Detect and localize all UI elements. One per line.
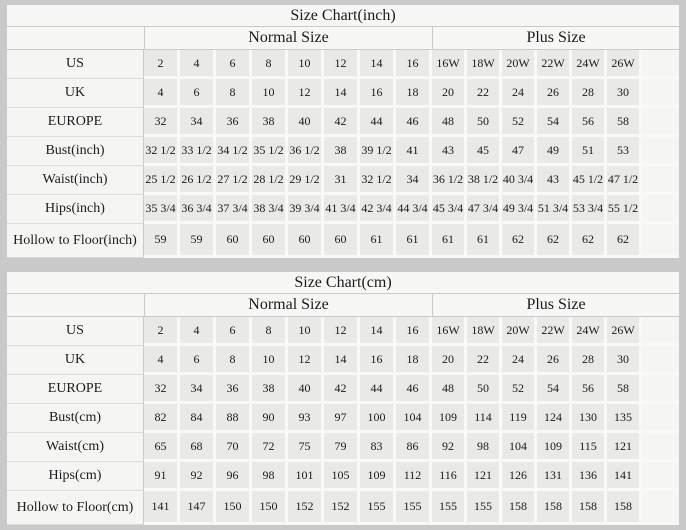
size-cell: 121 [607,433,642,462]
size-cell: 155 [360,491,396,525]
filler-cell [642,137,679,166]
size-cell: 50 [467,375,502,404]
filler-cell [642,317,679,346]
size-cell: 61 [396,224,432,258]
size-cell: 158 [502,491,537,525]
size-cell: 18 [396,79,432,108]
size-cell: 45 1/2 [572,166,607,195]
size-cell: 60 [288,224,324,258]
size-cell: 18W [467,50,502,79]
size-cell: 62 [537,224,572,258]
size-cell: 114 [467,404,502,433]
size-cell: 105 [324,462,360,491]
size-cell: 131 [537,462,572,491]
size-cell: 26W [607,317,642,346]
size-cell: 20W [502,50,537,79]
size-cell: 92 [432,433,467,462]
size-cell: 75 [288,433,324,462]
size-cell: 35 3/4 [144,195,180,224]
size-cell: 8 [216,79,252,108]
row-label: UK [7,346,144,375]
size-cell: 61 [432,224,467,258]
size-cell: 12 [324,317,360,346]
filler-cell [642,224,679,258]
size-cell: 130 [572,404,607,433]
size-cell: 34 1/2 [216,137,252,166]
size-cell: 22 [467,79,502,108]
size-cell: 4 [144,346,180,375]
size-cell: 52 [502,108,537,137]
size-cell: 32 1/2 [144,137,180,166]
size-cell: 48 [432,108,467,137]
row-label: US [7,50,144,79]
size-cell: 62 [502,224,537,258]
size-chart-inch-table [7,5,679,258]
size-cell: 100 [360,404,396,433]
size-cell: 38 3/4 [252,195,288,224]
row-label: Hollow to Floor(cm) [7,491,144,525]
size-cell: 136 [572,462,607,491]
size-cell: 47 3/4 [467,195,502,224]
size-cell: 16 [360,346,396,375]
size-cell: 115 [572,433,607,462]
size-cell: 46 [396,108,432,137]
size-cell: 90 [252,404,288,433]
size-cell: 10 [252,346,288,375]
size-cell: 12 [288,346,324,375]
size-cell: 18 [396,346,432,375]
size-cell: 41 3/4 [324,195,360,224]
size-cell: 14 [360,317,396,346]
size-cell: 47 [502,137,537,166]
size-cell: 98 [252,462,288,491]
size-cell: 58 [607,375,642,404]
size-cell: 60 [324,224,360,258]
size-cell: 36 [216,108,252,137]
size-cell: 98 [467,433,502,462]
size-cell: 158 [607,491,642,525]
size-cell: 96 [216,462,252,491]
size-cell: 16W [432,50,467,79]
size-cell: 24W [572,50,607,79]
size-cell: 135 [607,404,642,433]
size-chart-cm-table [7,272,679,525]
size-cell: 121 [467,462,502,491]
size-cell: 6 [216,50,252,79]
table-title: Size Chart(inch) [7,5,679,27]
table-row [7,224,679,258]
size-cell: 92 [180,462,216,491]
filler-cell [642,433,679,462]
size-cell: 40 3/4 [502,166,537,195]
size-cell: 45 3/4 [432,195,467,224]
size-cell: 55 1/2 [607,195,642,224]
filler-cell [642,166,679,195]
size-cell: 152 [288,491,324,525]
size-cell: 38 [252,375,288,404]
size-cell: 36 [216,375,252,404]
size-cell: 46 [396,375,432,404]
size-cell: 147 [180,491,216,525]
size-cell: 58 [607,108,642,137]
corner-cell [7,294,144,317]
size-cell: 2 [144,317,180,346]
size-cell: 45 [467,137,502,166]
size-cell: 20 [432,346,467,375]
size-cell: 62 [572,224,607,258]
size-cell: 91 [144,462,180,491]
row-label: Bust(inch) [7,137,144,166]
size-cell: 61 [360,224,396,258]
size-cell: 43 [537,166,572,195]
size-cell: 26W [607,50,642,79]
size-cell: 6 [216,317,252,346]
size-cell: 4 [180,317,216,346]
size-cell: 6 [180,346,216,375]
size-cell: 60 [216,224,252,258]
size-cell: 83 [360,433,396,462]
size-cell: 42 3/4 [360,195,396,224]
size-cell: 62 [607,224,642,258]
table-row [7,317,679,346]
size-cell: 42 [324,108,360,137]
size-cell: 39 1/2 [360,137,396,166]
row-label: US [7,317,144,346]
size-cell: 109 [360,462,396,491]
size-cell: 18W [467,317,502,346]
size-cell: 43 [432,137,467,166]
size-cell: 24W [572,317,607,346]
size-cell: 65 [144,433,180,462]
size-cell: 56 [572,375,607,404]
filler-cell [642,346,679,375]
size-cell: 37 3/4 [216,195,252,224]
size-cell: 22W [537,317,572,346]
size-cell: 53 [607,137,642,166]
size-cell: 86 [396,433,432,462]
size-cell: 10 [288,50,324,79]
size-cell: 155 [396,491,432,525]
size-cell: 8 [252,50,288,79]
size-cell: 14 [324,346,360,375]
size-cell: 32 1/2 [360,166,396,195]
size-cell: 68 [180,433,216,462]
size-cell: 26 1/2 [180,166,216,195]
size-cell: 42 [324,375,360,404]
table-row [7,108,679,137]
size-cell: 152 [324,491,360,525]
size-cell: 4 [144,79,180,108]
size-cell: 38 1/2 [467,166,502,195]
size-cell: 39 3/4 [288,195,324,224]
row-label: EUROPE [7,375,144,404]
size-cell: 150 [216,491,252,525]
group-header: Plus Size [432,27,679,50]
size-cell: 141 [607,462,642,491]
size-cell: 104 [396,404,432,433]
size-cell: 26 [537,346,572,375]
size-cell: 4 [180,50,216,79]
size-cell: 51 3/4 [537,195,572,224]
size-cell: 49 3/4 [502,195,537,224]
table-row [7,166,679,195]
table-row [7,462,679,491]
size-cell: 109 [432,404,467,433]
size-cell: 53 3/4 [572,195,607,224]
filler-cell [642,108,679,137]
size-cell: 14 [324,79,360,108]
size-cell: 20W [502,317,537,346]
size-cell: 6 [180,79,216,108]
size-cell: 59 [180,224,216,258]
size-cell: 60 [252,224,288,258]
size-cell: 52 [502,375,537,404]
size-cell: 36 1/2 [288,137,324,166]
size-cell: 124 [537,404,572,433]
size-cell: 93 [288,404,324,433]
table-row [7,404,679,433]
size-cell: 116 [432,462,467,491]
size-cell: 59 [144,224,180,258]
filler-cell [642,195,679,224]
size-cell: 101 [288,462,324,491]
size-cell: 24 [502,79,537,108]
size-cell: 141 [144,491,180,525]
table-row [7,346,679,375]
size-cell: 61 [467,224,502,258]
size-cell: 34 [180,108,216,137]
row-label: UK [7,79,144,108]
size-cell: 35 1/2 [252,137,288,166]
size-cell: 119 [502,404,537,433]
size-cell: 16 [396,317,432,346]
size-cell: 24 [502,346,537,375]
group-header: Normal Size [144,27,432,50]
size-cell: 22 [467,346,502,375]
size-cell: 112 [396,462,432,491]
size-cell: 8 [252,317,288,346]
size-cell: 16 [396,50,432,79]
size-cell: 31 [324,166,360,195]
size-cell: 84 [180,404,216,433]
size-cell: 41 [396,137,432,166]
size-cell: 155 [467,491,502,525]
size-cell: 16W [432,317,467,346]
size-cell: 14 [360,50,396,79]
table-row [7,50,679,79]
size-cell: 25 1/2 [144,166,180,195]
size-cell: 44 [360,108,396,137]
size-cell: 72 [252,433,288,462]
table-row [7,433,679,462]
size-cell: 79 [324,433,360,462]
filler-cell [642,50,679,79]
size-cell: 12 [324,50,360,79]
size-cell: 16 [360,79,396,108]
filler-cell [642,491,679,525]
size-cell: 126 [502,462,537,491]
row-label: Waist(inch) [7,166,144,195]
group-header: Plus Size [432,294,679,317]
size-cell: 30 [607,79,642,108]
size-cell: 44 [360,375,396,404]
size-cell: 12 [288,79,324,108]
size-cell: 56 [572,108,607,137]
row-label: Hips(cm) [7,462,144,491]
size-cell: 28 [572,79,607,108]
size-cell: 32 [144,375,180,404]
size-cell: 47 1/2 [607,166,642,195]
size-cell: 38 [324,137,360,166]
size-cell: 30 [607,346,642,375]
size-cell: 150 [252,491,288,525]
row-label: Waist(cm) [7,433,144,462]
size-cell: 10 [252,79,288,108]
table-row [7,491,679,525]
size-cell: 44 3/4 [396,195,432,224]
size-cell: 20 [432,79,467,108]
row-label: EUROPE [7,108,144,137]
corner-cell [7,27,144,50]
size-cell: 48 [432,375,467,404]
row-label: Bust(cm) [7,404,144,433]
size-cell: 88 [216,404,252,433]
table-row [7,195,679,224]
size-cell: 27 1/2 [216,166,252,195]
size-cell: 36 3/4 [180,195,216,224]
filler-cell [642,404,679,433]
size-cell: 34 [180,375,216,404]
size-cell: 32 [144,108,180,137]
table-row [7,79,679,108]
size-cell: 34 [396,166,432,195]
table-row [7,137,679,166]
size-cell: 2 [144,50,180,79]
size-cell: 54 [537,108,572,137]
size-cell: 54 [537,375,572,404]
size-cell: 50 [467,108,502,137]
size-cell: 155 [432,491,467,525]
size-cell: 40 [288,108,324,137]
size-cell: 33 1/2 [180,137,216,166]
size-cell: 104 [502,433,537,462]
row-label: Hollow to Floor(inch) [7,224,144,258]
filler-cell [642,462,679,491]
size-cell: 38 [252,108,288,137]
size-cell: 10 [288,317,324,346]
size-cell: 26 [537,79,572,108]
filler-cell [642,375,679,404]
size-cell: 158 [537,491,572,525]
size-cell: 29 1/2 [288,166,324,195]
size-cell: 36 1/2 [432,166,467,195]
size-cell: 28 [572,346,607,375]
size-cell: 28 1/2 [252,166,288,195]
size-cell: 70 [216,433,252,462]
table-title: Size Chart(cm) [7,272,679,294]
size-cell: 158 [572,491,607,525]
size-cell: 82 [144,404,180,433]
size-cell: 51 [572,137,607,166]
size-cell: 40 [288,375,324,404]
group-header: Normal Size [144,294,432,317]
table-row [7,375,679,404]
row-label: Hips(inch) [7,195,144,224]
size-cell: 49 [537,137,572,166]
filler-cell [642,79,679,108]
size-cell: 109 [537,433,572,462]
size-cell: 22W [537,50,572,79]
size-cell: 97 [324,404,360,433]
size-cell: 8 [216,346,252,375]
